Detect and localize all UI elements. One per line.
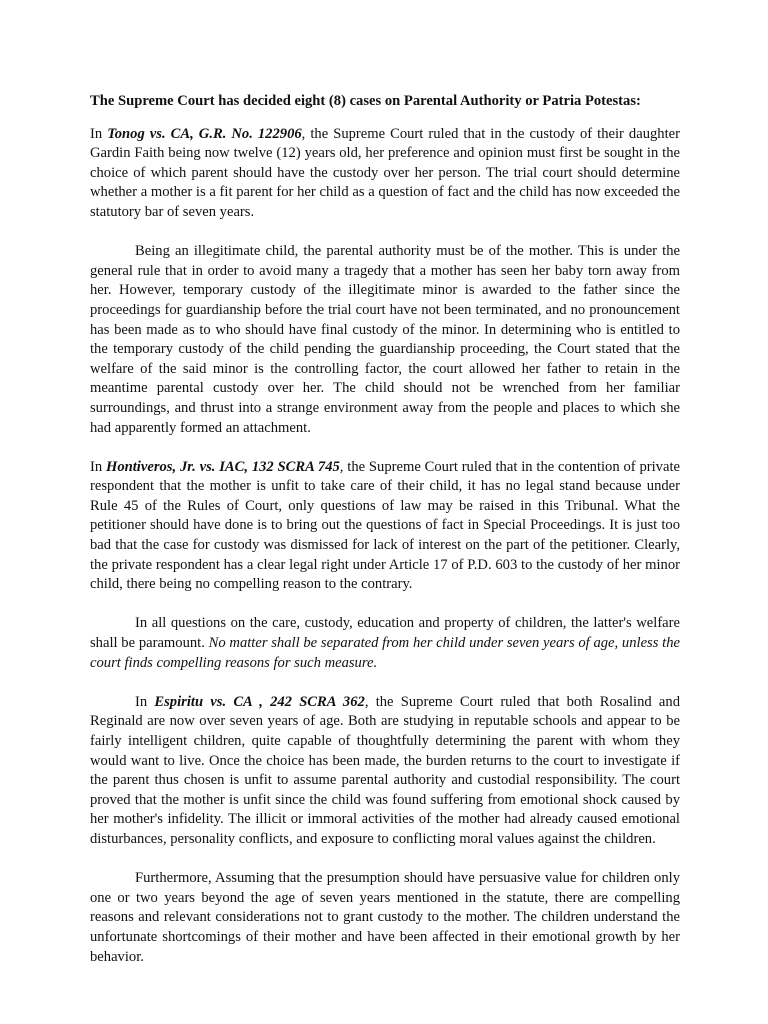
paragraph-furthermore: Furthermore, Assuming that the presumption should have persuasive value for children only one or two years beyond the age of seven years mentioned in the statute, there are compelling reasons and relevant considerations not to grant custody to the mother. The children understand the unfortunate shortcomings of their mother and have been affected in their emotional growth by her behavior. bbox=[90, 870, 680, 965]
paragraph-illegitimate-child: Being an illegitimate child, the parental authority must be of the mother. This is under the general rule that in order to avoid many a tragedy that a mother has seen her baby torn away from her. However, temporary custody of the illegitimate minor is awarded to the father since the proceedings for guardianship before the trial court have not been terminated, and no pronouncement has been made as to who should have final custody of the minor. In determining who is entitled to the temporary custody of the child pending the guardianship proceeding, the Court stated that the welfare of the said minor is the controlling factor, the court allowed her father to retain in the meantime parental custody over her. The child should not be wrenched from her familiar surroundings, and thrust into a strange environment away from the people and places to which she had apparently formed an attachment. bbox=[90, 243, 680, 436]
document-heading: The Supreme Court has decided eight (8) cases on Parental Authority or Patria Potestas: bbox=[90, 93, 641, 109]
paragraph-hontiveros bbox=[90, 458, 680, 595]
paragraph-body: , the Supreme Court ruled that both Rosalind and Reginald are now over seven years of age. Both are studying in reputable schools and appear to be fairly intelligent children, quite capable of thoughtfully determining the parent with whom they would want to live. Once the choice has been made, the burden returns to the court to investigate if the parent thus chosen is unfit to assume parental authority and custodial responsibility. The court proved that the mother is unfit since the child was found suffering from emotional shock caused by her mother's infidelity. The illicit or immoral activities of the mother had already caused emotional disturbances, personality conflicts, and exposure to conflicting moral values against the children. bbox=[90, 693, 680, 847]
paragraph-body: In all questions on the care, custody, education and property of children, the latter's welfare shall be paramount. bbox=[90, 615, 680, 652]
paragraph-lead: In bbox=[90, 458, 106, 475]
paragraph-italic-rule: No matter shall be separated from her child under seven years of age, unless the court finds compelling reasons for such measure. bbox=[90, 635, 680, 671]
case-citation-tonog: Tonog vs. CA, G.R. No. 122906 bbox=[107, 125, 302, 142]
paragraph-body: , the Supreme Court ruled that in the custody of their daughter Gardin Faith being now twelve (12) years old, her preference and opinion must first be sought in the choice of which parent should have the custody over her person. The trial court should determine whether a mother is a fit parent for her child as a question of fact and the child has now exceeded the statutory bar of seven years. bbox=[90, 125, 680, 220]
case-citation-hontiveros: Hontiveros, Jr. vs. IAC, 132 SCRA 745 bbox=[105, 458, 340, 475]
paragraph-welfare-paramount bbox=[90, 614, 680, 673]
paragraph-tonog bbox=[90, 125, 680, 223]
paragraph-espiritu bbox=[90, 693, 680, 850]
paragraph-lead: In bbox=[135, 693, 155, 710]
paragraph-body: , the Supreme Court ruled that in the contention of private respondent that the mother is unfit to take care of their child, it has no legal stand because under Rule 45 of the Rules of Court, only questions of law may be raised in this Tribunal. What the petitioner should have done is to bring out the questions of fact in Special Proceedings. It is just too bad that the case for custody was dismissed for lack of interest on the part of the petitioner. Clearly, the private respondent has a clear legal right under Article 17 of P.D. 603 to the custody of her minor child, there being no compelling reason to the contrary. bbox=[90, 458, 680, 593]
paragraph-lead: In bbox=[90, 125, 108, 142]
case-citation-espiritu: Espiritu vs. CA , 242 SCRA 362 bbox=[154, 693, 365, 710]
